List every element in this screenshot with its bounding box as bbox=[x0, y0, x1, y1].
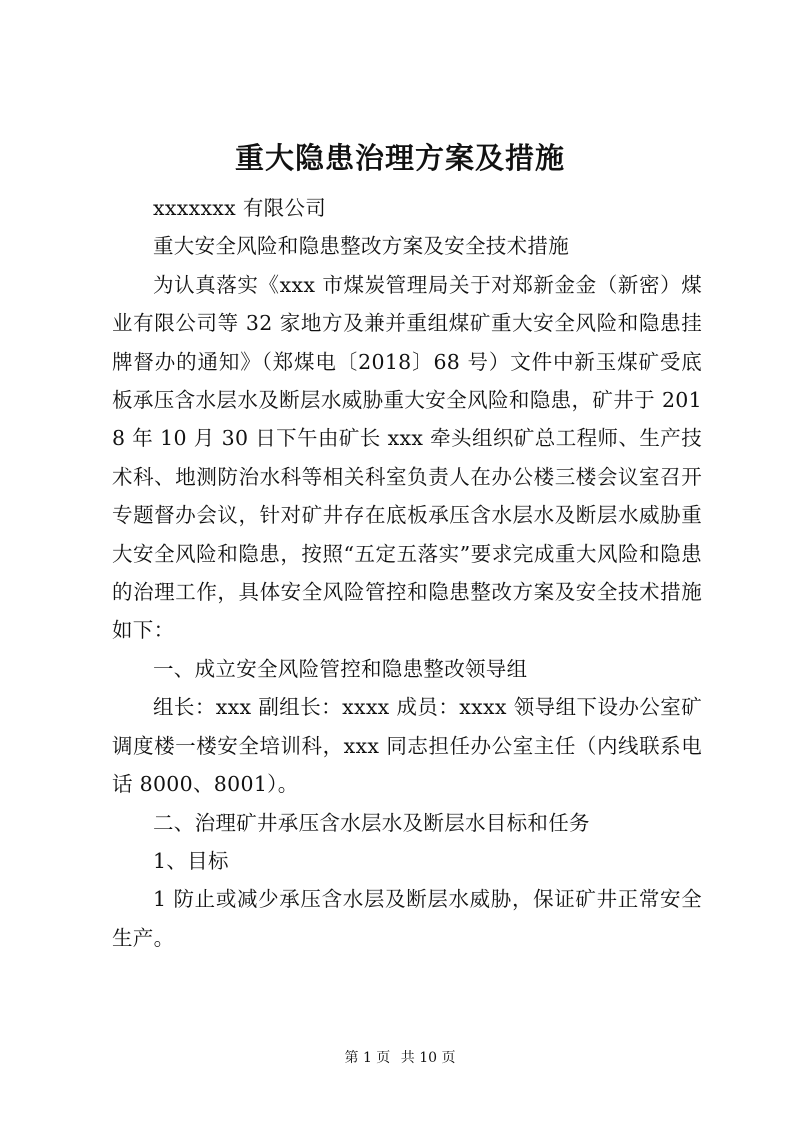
document-title: 重大隐患治理方案及措施 bbox=[234, 141, 565, 175]
intro-paragraph: 为认真落实《xxx 市煤炭管理局关于对郑新金金（新密）煤业有限公司等 32 家地方及兼并重组煤矿重大安全风险和隐患挂牌督办的通知》（郑煤电〔2018〕68 号）文件中新玉煤矿受底板承压含水层水及断层水威胁重大安全风险和隐患，矿井于 2018 年 10 月 30 日下午由矿长 xxx 牵头组织矿总工程师、生产技术科、地测防治水科等相关科室负责人在办公楼三楼会议室召开专题督办会议，针对矿井存在底板承压含水层水及断层水威胁重大安全风险和隐患，按照“五定五落实”要求完成重大风险和隐患的治理工作，具体安全风险管控和隐患整改方案及安全技术措施如下： bbox=[112, 272, 702, 643]
page-number: 第 1 页 bbox=[344, 1050, 391, 1066]
goal-paragraph: 1 防止或减少承压含水层及断层水威胁，保证矿井正常安全生产。 bbox=[112, 887, 702, 950]
leadership-paragraph: 组长：xxx 副组长：xxxx 成员：xxxx 领导组下设办公室矿调度楼一楼安全培训科，xxx 同志担任办公室主任（内线联系电话 8000、8001）。 bbox=[112, 695, 702, 797]
subtitle-paragraph: 重大安全风险和隐患整改方案及安全技术措施 bbox=[153, 234, 569, 259]
section-heading-2: 二、治理矿井承压含水层水及断层水目标和任务 bbox=[153, 810, 590, 835]
page-footer bbox=[0, 1048, 800, 1068]
section-heading-1: 一、成立安全风险管控和隐患整改领导组 bbox=[153, 656, 528, 681]
company-name: xxxxxxx 有限公司 bbox=[153, 196, 327, 220]
page-total: 共 10 页 bbox=[400, 1050, 456, 1066]
subsection-heading: 1、目标 bbox=[153, 848, 229, 873]
document-body bbox=[112, 189, 702, 957]
